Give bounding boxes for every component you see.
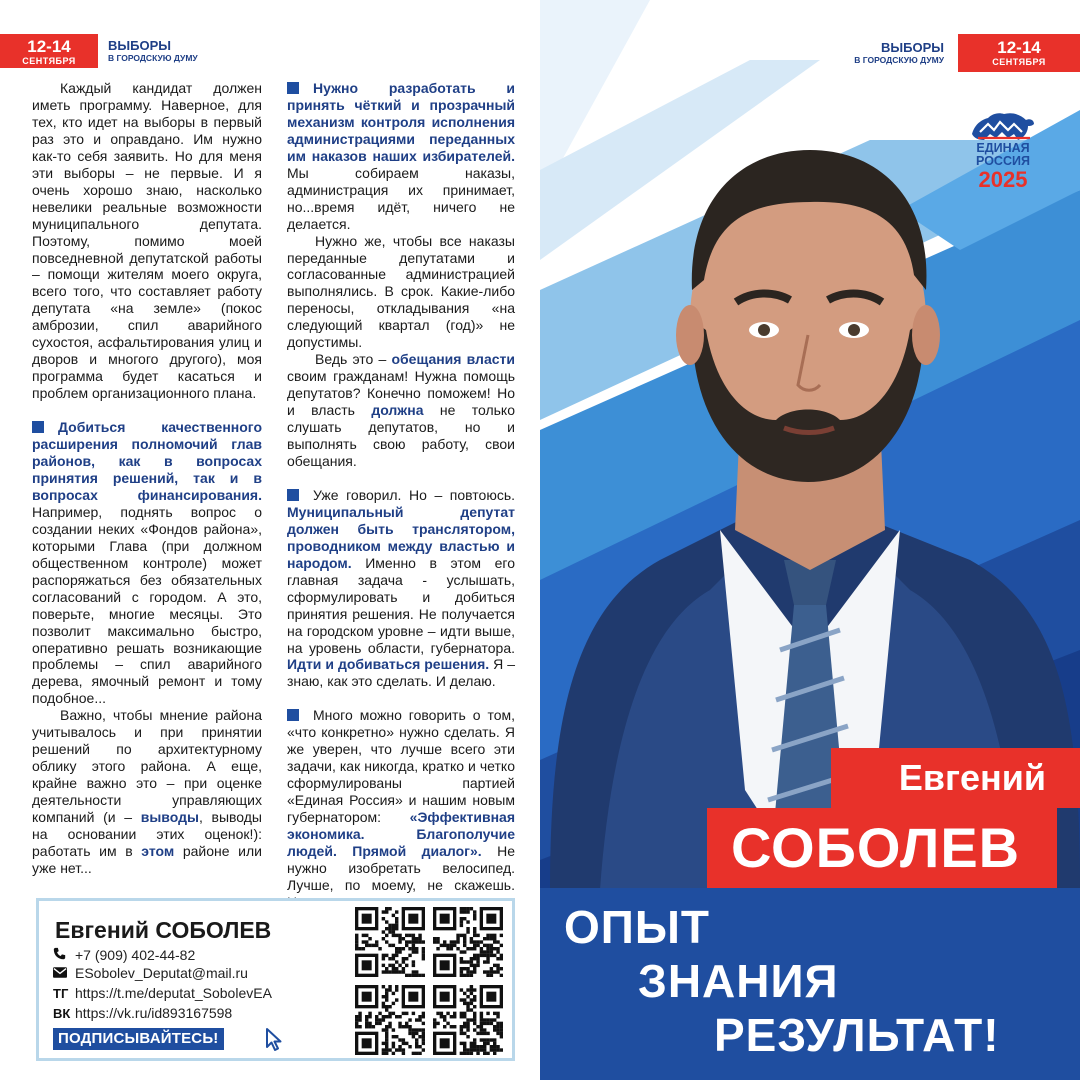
first-name-box — [831, 748, 1080, 808]
election-subtitle: В ГОРОДСКУЮ ДУМУ — [854, 55, 944, 65]
text-column-2 — [287, 80, 515, 911]
date-range: 12-14 — [27, 37, 71, 56]
party-name-line1: ЕДИНАЯ — [976, 141, 1030, 155]
paragraph — [287, 707, 515, 910]
candidate-first-name: Евгений — [898, 757, 1046, 798]
body-text: Я – знаю, как это сделать. И делаю. — [287, 656, 515, 690]
qr-code[interactable] — [433, 985, 503, 1055]
contact-email: ESobolev_Deputat@mail.ru — [75, 965, 248, 981]
party-year: 2025 — [978, 167, 1028, 192]
highlight-text: Муниципальный депутат должен быть транслятором, проводником между властью и народом. — [287, 503, 515, 571]
paragraph: Нужно же, чтобы все наказы переданные депутатами и согласованные администрацией выполнялись. В срок. Какие-либо переносы, откладывания «на следующий квартал (год)» не допустимы. — [287, 232, 515, 351]
body-text: не только слушать депутатов, но и выполнять свою работу, свои обещания. — [287, 402, 515, 469]
contact-name: Евгений СОБОЛЕВ — [55, 917, 272, 943]
contact-vk-row[interactable] — [53, 1004, 232, 1023]
date-month: СЕНТЯБРЯ — [22, 56, 76, 66]
right-page — [540, 0, 1080, 1080]
highlight-text: этом — [141, 842, 175, 859]
bullet-square-icon — [32, 421, 44, 433]
paragraph — [287, 487, 515, 690]
paragraph — [287, 351, 515, 470]
slogan-line: ЗНАНИЯ — [638, 955, 839, 1007]
phone-icon — [53, 947, 75, 965]
date-month: СЕНТЯБРЯ — [992, 57, 1046, 67]
body-text: , выводы на основании этих оценок!): работать им в — [32, 809, 262, 859]
election-header — [854, 40, 944, 66]
contact-telegram: https://t.me/deputat_SobolevEA — [75, 985, 272, 1001]
highlight-text: Нужно разработать и принять чёткий и прозрачный механизм контроля исполнения администрациями переданных им наказов наших избирателей. — [287, 80, 515, 164]
body-text: Важно, чтобы мнение района учитывалось и при принятии решений по архитектурному облику этого района. А еще, крайне важно это – при оценке деятельности управляющих компаний (и – — [32, 707, 262, 826]
mail-icon — [53, 965, 75, 983]
qr-code[interactable] — [355, 907, 425, 977]
body-text: Не нужно изобретать велосипед. Лучше, по моему, не скажешь. — [287, 842, 515, 893]
body-text: Уже говорил. Но – повтоюсь. — [313, 486, 515, 503]
last-name-box — [707, 808, 1057, 888]
contact-phone: +7 (909) 402-44-82 — [75, 947, 196, 963]
highlight-text: должна — [371, 402, 424, 419]
party-name-line2: РОССИЯ — [976, 154, 1030, 168]
date-badge — [0, 34, 98, 68]
qr-code[interactable] — [433, 907, 503, 977]
election-subtitle: В ГОРОДСКУЮ ДУМУ — [108, 53, 198, 63]
qr-code[interactable] — [355, 985, 425, 1055]
body-text: своим гражданам! Нужна помощь депутатов? Конечно поможем! Но и власть — [287, 368, 515, 419]
bullet-square-icon — [287, 709, 299, 721]
body-text: Мы собираем наказы, администрация их принимает, но...время идёт, ничего не делается. — [287, 164, 515, 232]
bullet-square-icon — [287, 82, 299, 94]
contact-telegram-row[interactable] — [53, 984, 272, 1003]
body-text: Ведь это – — [315, 351, 392, 368]
paragraph — [32, 419, 262, 707]
cursor-icon — [265, 1027, 283, 1053]
slogan-line: ОПЫТ — [564, 901, 710, 953]
body-text: Именно в этом его главная задача - услышать, сформулировать и добиться принятия решения. Не получается на городском уровне – идти выше, на уровень области, губернатора. — [287, 554, 515, 656]
subscribe-button[interactable]: ПОДПИСЫВАЙТЕСЬ! — [53, 1028, 224, 1050]
highlight-text: «Эффективная экономика. Благополучие людей. Прямой диалог». — [287, 809, 515, 859]
contact-vk: https://vk.ru/id893167598 — [75, 1005, 233, 1021]
body-text: Например, поднять вопрос о создании неких «Фондов района», которыми Глава (при должном общественном контроле) может распоряжаться без обязательных согласований с городом. А это, поверьте, многие месяцы. Это позволит максимально быстро, оперативно решать возникающие проблемы – спил аварийного дерева, ямочный ремонт и тому подобное... — [32, 503, 262, 707]
date-badge — [958, 34, 1080, 72]
telegram-label: ТГ — [53, 986, 69, 1001]
paragraph — [32, 707, 262, 877]
vk-label: ВК — [53, 1006, 71, 1021]
highlight-text: Добиться качественного расширения полномочий глав районов, как в вопросах принятия решений, так и в вопросах финансирования. — [32, 419, 262, 503]
contact-email-row[interactable] — [53, 964, 248, 983]
election-title: ВЫБОРЫ — [108, 38, 171, 53]
candidate-last-name: СОБОЛЕВ — [731, 816, 1021, 879]
paragraph — [287, 80, 515, 233]
election-header — [108, 38, 198, 64]
bullet-square-icon — [287, 489, 299, 501]
date-range: 12-14 — [997, 38, 1041, 57]
contact-phone-row[interactable] — [53, 946, 195, 965]
election-title: ВЫБОРЫ — [881, 40, 944, 55]
slogan-box — [540, 888, 1080, 1080]
text-column-1 — [32, 80, 262, 877]
paragraph: Каждый кандидат должен иметь программу. Наверное, для тех, кто идет на выборы в первый раз это и оправдано. Им нужно как-то себя заявить. Но для меня эти выборы – не первые. И я очень хорошо знаю, насколько невелики реальные возможности муниципального депутата. Поэтому, помимо моей повседневной депутатской работы – помощи жителям моего округа, всего того, что составляет работу депутата «на земле» (покос амброзии, спил аварийного сухостоя, асфальтирования улиц и дворов и многого другого), моя программа будет касаться и проблем организационного плана. — [32, 80, 262, 402]
body-text: районе или уже нет... — [32, 842, 262, 876]
highlight-text: Идти и добиваться решения. — [287, 656, 490, 673]
body-text: Много можно говорить о том, «что конкретно» нужно сделать. Я же уверен, что лучше всего эти задачи, как никогда, кратко и четко сформулированы партией «Единая Россия» и нашим новым губернатором: — [287, 707, 515, 826]
highlight-text: выводы — [140, 809, 199, 826]
highlight-text: обещания власти — [391, 351, 515, 368]
slogan-line: РЕЗУЛЬТАТ! — [714, 1009, 1000, 1061]
contact-card — [36, 898, 515, 1061]
